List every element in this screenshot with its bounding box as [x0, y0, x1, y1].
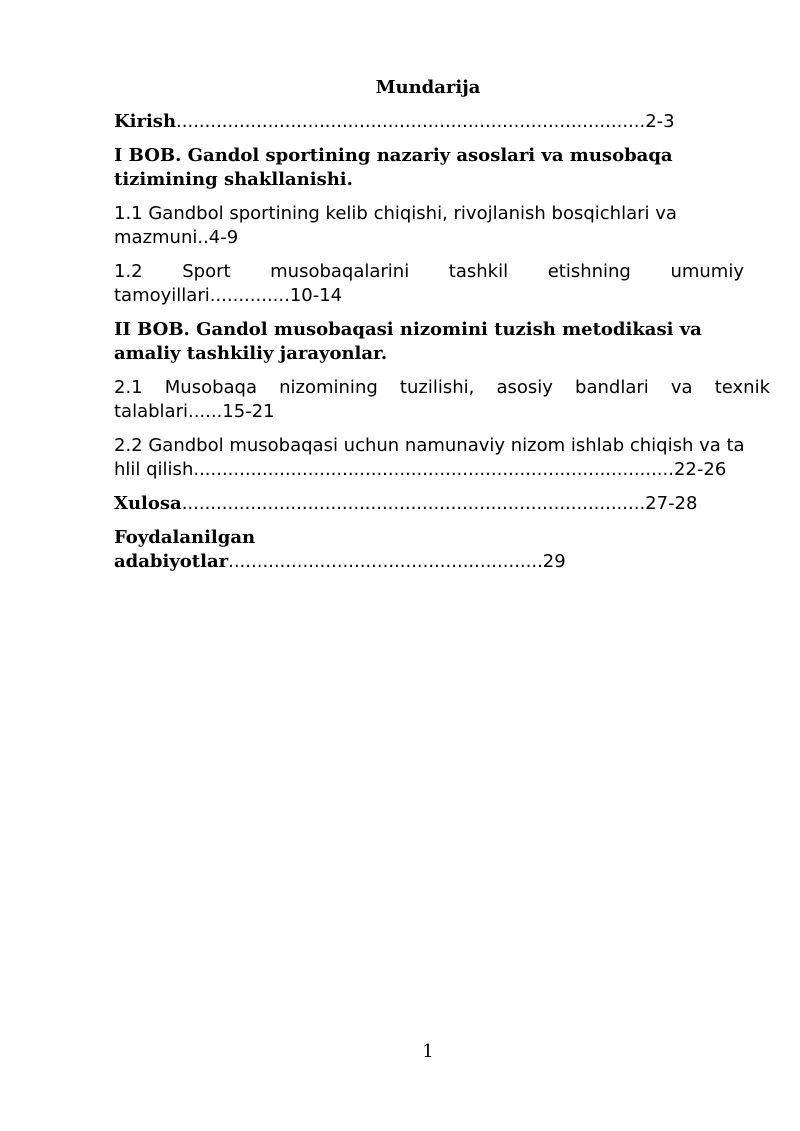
- toc-section-1-1: 1.1 Gandbol sportining kelib chiqishi, rivojlanish bosqichlari va mazmuni..4-9: [114, 203, 677, 248]
- toc-entry-adabiyotlar: [114, 526, 614, 574]
- page-title: Mundarija: [375, 77, 481, 98]
- toc-entry-label: Xulosa: [114, 493, 182, 514]
- toc-chapter-1-heading: I BOB. Gandol sportining nazariy asoslari va musobaqa tizimining shakllanishi.: [114, 145, 673, 190]
- page-number: 1: [422, 1041, 434, 1062]
- toc-section-2-1: 2.1 Musobaqa nizomining tuzilishi, asosiy bandlari va texnik talablari......15-21: [114, 377, 770, 422]
- toc-entry-leader: .................................................................................27-28: [181, 493, 698, 514]
- toc-entry-label: Foydalanilgan adabiyotlar: [114, 527, 256, 572]
- toc-section-1-2: 1.2 Sport musobaqalarini tashkil etishning umumiy tamoyillari..............10-14: [114, 261, 744, 306]
- toc-entry-kirish: [114, 110, 724, 134]
- toc-entry-leader: ..................................................................................2-3: [176, 111, 675, 132]
- toc-chapter-2-heading: II BOB. Gandol musobaqasi nizomini tuzish metodikasi va amaliy tashkiliy jarayonlar.: [114, 319, 702, 364]
- toc-entry-leader: .......................................................29: [228, 551, 566, 572]
- toc-entry-label: Kirish: [114, 111, 177, 132]
- toc-entry-xulosa: [114, 492, 724, 516]
- table-of-contents: [114, 110, 770, 584]
- toc-section-2-2: 2.2 Gandbol musobaqasi uchun namunaviy nizom ishlab chiqish va tahlil qilish....................................................................................22-26: [114, 435, 745, 480]
